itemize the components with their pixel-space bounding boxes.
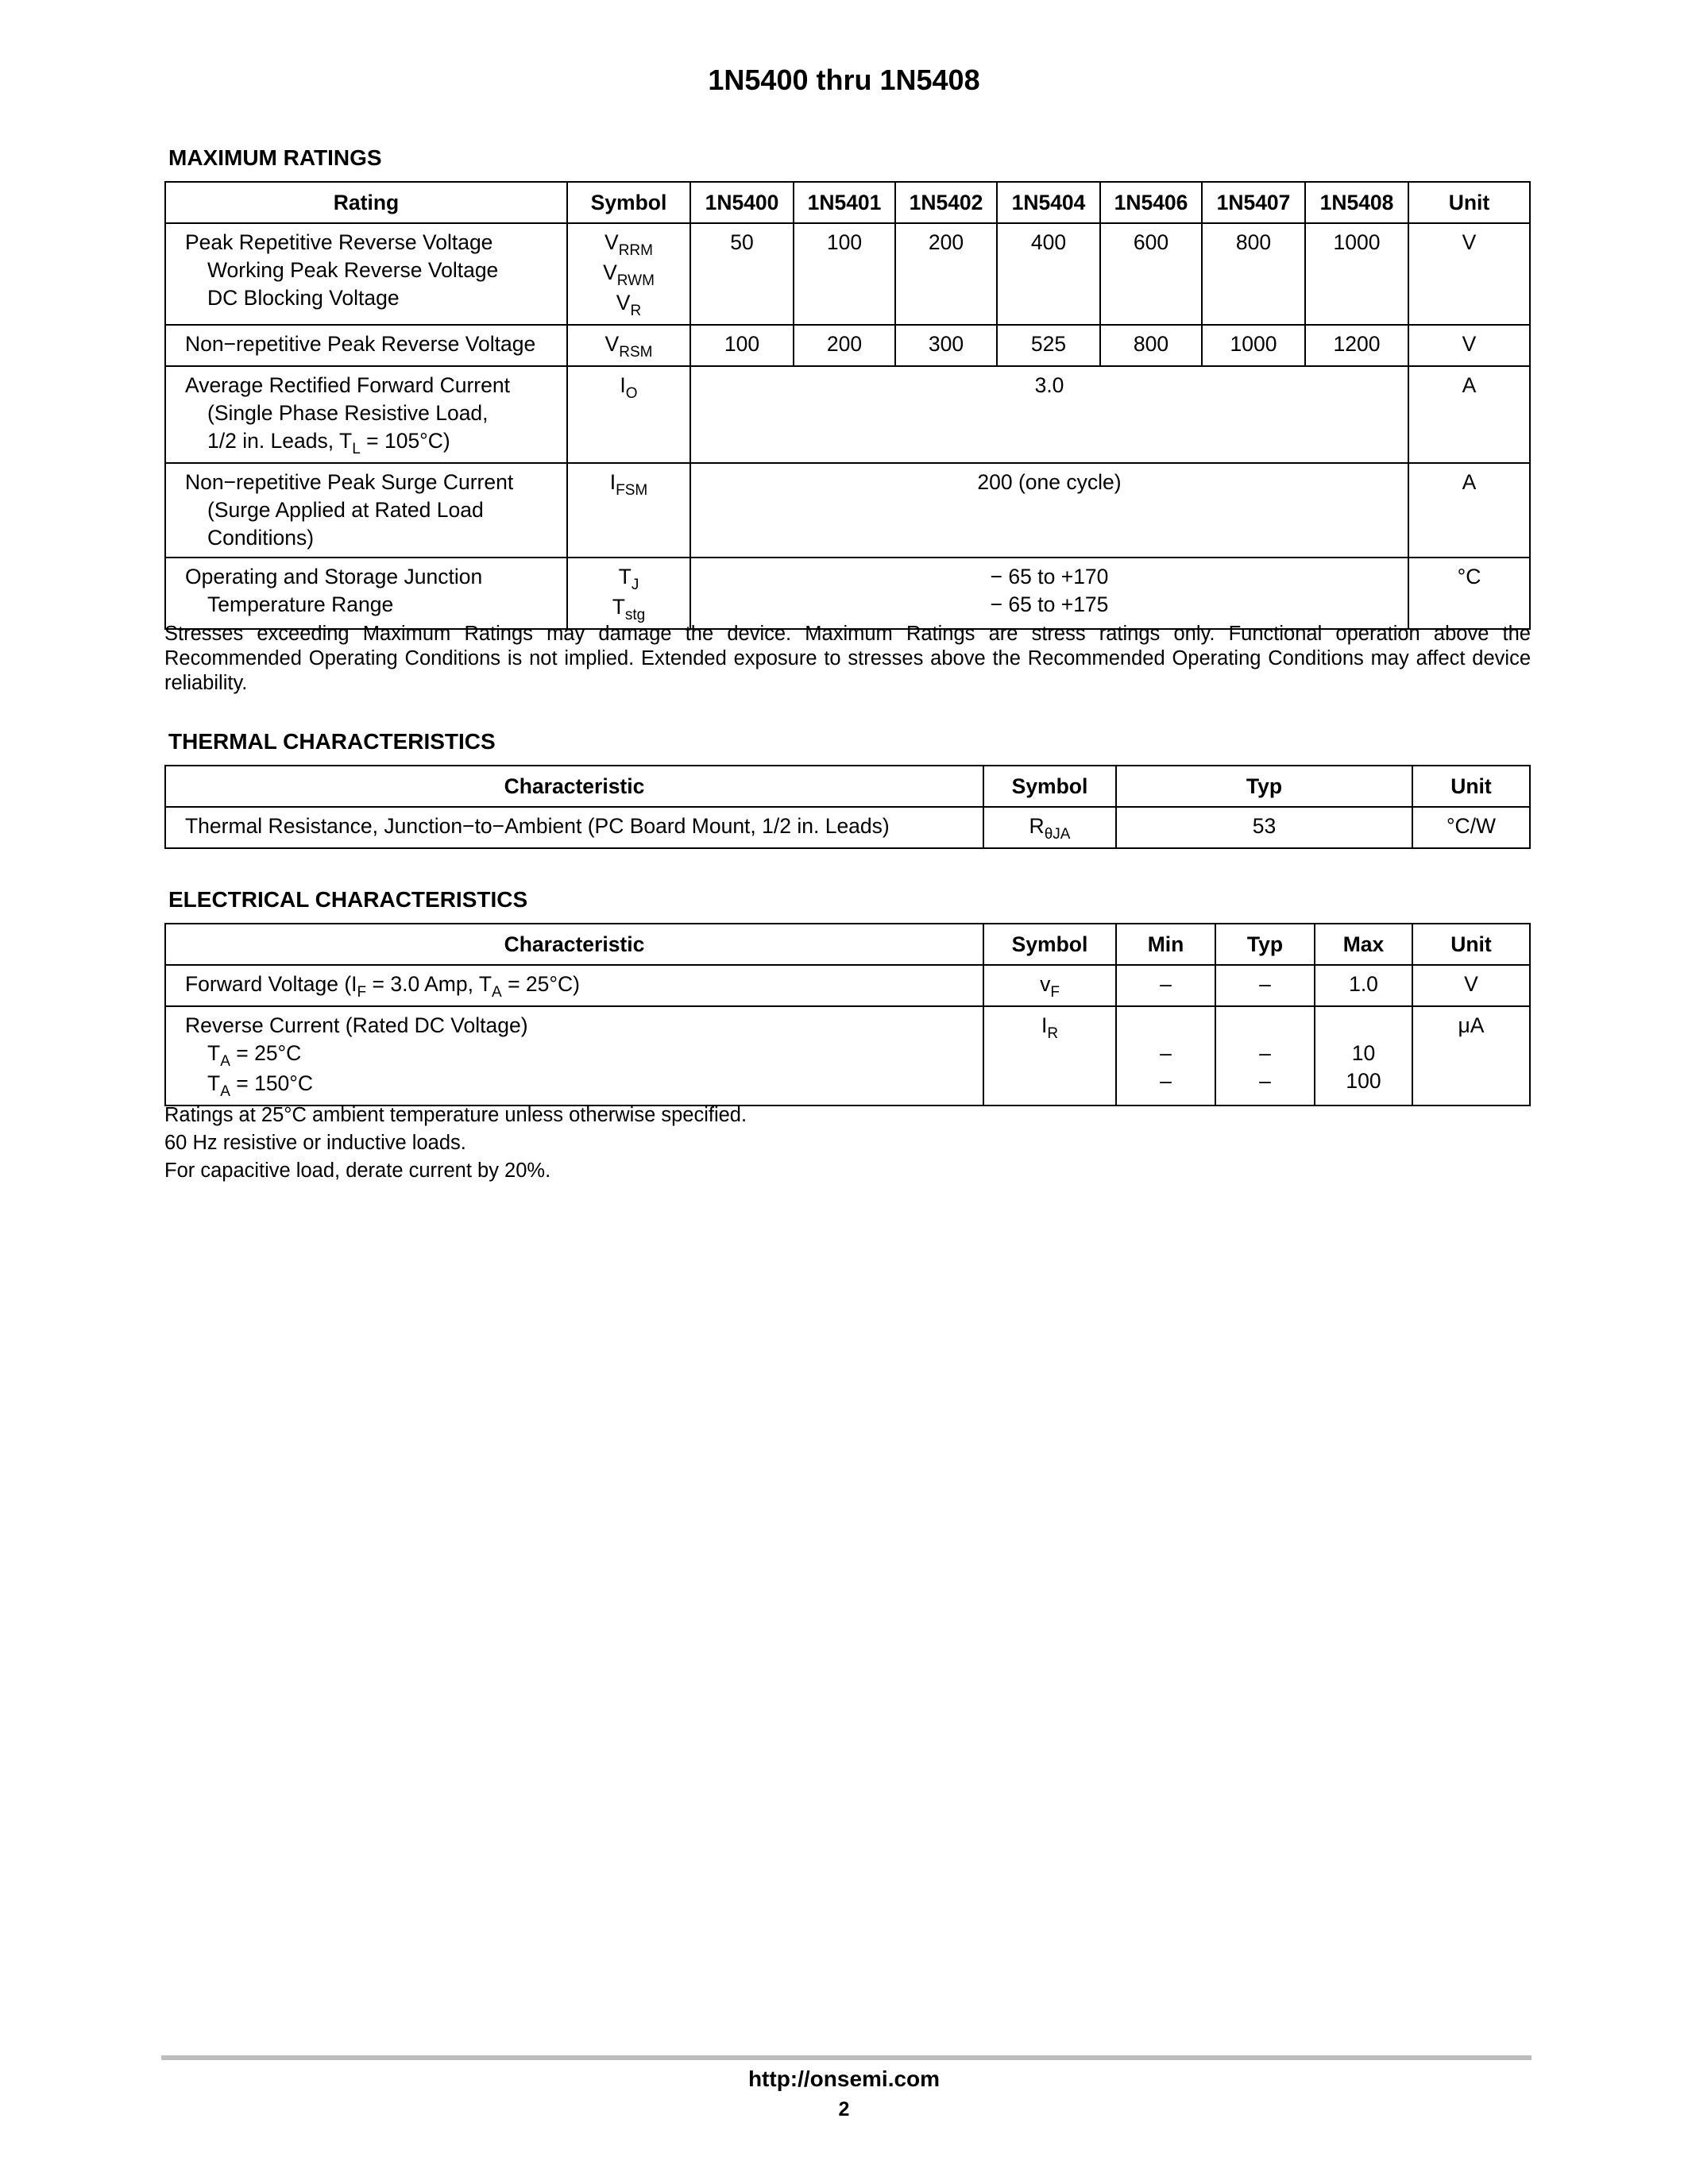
header-symbol: Symbol (567, 182, 690, 223)
symbol-base: T (618, 565, 632, 588)
header-unit: Unit (1412, 766, 1530, 807)
header-1n5401: 1N5401 (794, 182, 895, 223)
value-cell: 3.0 (690, 366, 1408, 463)
symbol-cell (983, 965, 1116, 1006)
value-cell: 50 (690, 223, 794, 325)
rating-line: Temperature Range (207, 592, 394, 616)
value-line: − 65 to +170 (990, 565, 1109, 588)
thermal-table (164, 765, 1531, 849)
symbol-base: R (1029, 814, 1045, 838)
table-row (165, 325, 1530, 366)
characteristic-cell (165, 1006, 983, 1106)
symbol-subscript: FSM (616, 482, 648, 499)
notes-block (164, 1102, 1531, 1185)
symbol-base: V (603, 260, 617, 284)
rating-cell (165, 463, 567, 558)
max-cell: 1.0 (1315, 965, 1412, 1006)
rating-line: Non−repetitive Peak Surge Current (185, 470, 514, 494)
rating-line: (Surge Applied at Rated Load (207, 498, 484, 522)
symbol-cell (567, 366, 690, 463)
max-value: 10 (1351, 1041, 1376, 1065)
electrical-header-row (165, 924, 1530, 965)
symbol-subscript: RWM (616, 272, 655, 289)
header-1n5402: 1N5402 (895, 182, 997, 223)
symbol-base: V (605, 332, 620, 356)
value-cell: 1000 (1305, 223, 1408, 325)
value-cell: 400 (997, 223, 1100, 325)
value-line: − 65 to +175 (990, 592, 1109, 616)
rating-line: Operating and Storage Junction (185, 565, 483, 588)
symbol-cell (983, 807, 1116, 848)
rating-line: DC Blocking Voltage (207, 286, 400, 310)
typ-value: – (1259, 1041, 1271, 1065)
thermal-title: THERMAL CHARACTERISTICS (168, 729, 496, 754)
header-1n5408: 1N5408 (1305, 182, 1408, 223)
symbol-subscript: F (1050, 984, 1060, 1001)
char-text: = 25°C) (501, 972, 580, 996)
symbol-subscript: RRM (618, 242, 653, 259)
symbol-subscript: R (630, 303, 642, 319)
rating-cell: Non−repetitive Peak Reverse Voltage (165, 325, 567, 366)
symbol-base: I (609, 470, 616, 494)
min-cell: – (1116, 965, 1215, 1006)
header-unit: Unit (1408, 182, 1530, 223)
symbol-base: I (620, 373, 626, 397)
footer-divider (161, 2055, 1532, 2060)
value-cell: 600 (1100, 223, 1202, 325)
char-text: T (207, 1071, 221, 1095)
rating-line: Working Peak Reverse Voltage (207, 258, 499, 282)
note-line: Ratings at 25°C ambient temperature unless otherwise specified. (164, 1104, 747, 1126)
char-line: Reverse Current (Rated DC Voltage) (185, 1013, 528, 1037)
min-value: – (1160, 1041, 1172, 1065)
symbol-base: V (616, 291, 631, 314)
unit-cell: °C (1408, 558, 1530, 629)
table-row (165, 1006, 1530, 1106)
char-text: = 150°C (230, 1071, 314, 1095)
char-line (185, 1040, 983, 1070)
header-rating: Rating (165, 182, 567, 223)
max-value: 100 (1346, 1069, 1381, 1093)
header-characteristic: Characteristic (165, 924, 983, 965)
value-cell: 1200 (1305, 325, 1408, 366)
symbol-subscript: J (631, 577, 639, 593)
header-1n5407: 1N5407 (1202, 182, 1305, 223)
char-subscript: F (357, 984, 367, 1001)
char-text: T (207, 1041, 221, 1065)
header-1n5406: 1N5406 (1100, 182, 1202, 223)
table-row (165, 366, 1530, 463)
value-cell: 100 (794, 223, 895, 325)
symbol-cell (983, 1006, 1116, 1106)
value-cell: 100 (690, 325, 794, 366)
max-ratings-table (164, 181, 1531, 630)
max-ratings-title: MAXIMUM RATINGS (168, 145, 382, 170)
header-symbol: Symbol (983, 924, 1116, 965)
footer-url[interactable]: http://onsemi.com (747, 2066, 941, 2091)
rating-line: (Single Phase Resistive Load, (207, 401, 489, 425)
rating-text: = 105°C) (360, 429, 450, 453)
page-title: 1N5400 thru 1N5408 (708, 64, 980, 96)
char-text: = 3.0 Amp, T (366, 972, 492, 996)
typ-cell: – (1215, 965, 1315, 1006)
value-cell: 200 (895, 223, 997, 325)
rating-subscript: L (352, 441, 361, 457)
unit-cell: μA (1412, 1006, 1530, 1106)
rating-cell (165, 366, 567, 463)
char-line (185, 1070, 983, 1100)
max-ratings-note: Stresses exceeding Maximum Ratings may damage the device. Maximum Ratings are stress ratings only. Functional operation above the Recommended Operating Conditions is not implied. Extended exposure to stresses above the Recommended Operating Conditions may affect device reliability. (164, 623, 1531, 694)
rating-line (185, 427, 566, 457)
symbol-subscript: stg (624, 607, 646, 623)
symbol-base: v (1040, 972, 1051, 996)
header-min: Min (1116, 924, 1215, 965)
electrical-table (164, 923, 1531, 1106)
rating-cell (165, 558, 567, 629)
table-row (165, 558, 1530, 629)
symbol-cell (567, 325, 690, 366)
header-max: Max (1315, 924, 1412, 965)
page-number: 2 (838, 2098, 850, 2120)
symbol-subscript: θJA (1044, 826, 1071, 843)
typ-value: – (1259, 1069, 1271, 1093)
unit-cell: °C/W (1412, 807, 1530, 848)
char-subscript: A (492, 984, 502, 1001)
max-ratings-header-row (165, 182, 1530, 223)
unit-cell: A (1408, 463, 1530, 558)
header-1n5404: 1N5404 (997, 182, 1100, 223)
unit-cell: V (1408, 325, 1530, 366)
symbol-subscript: O (625, 385, 638, 402)
symbol-cell (567, 558, 690, 629)
note-line: 60 Hz resistive or inductive loads. (164, 1132, 466, 1154)
value-cell: 525 (997, 325, 1100, 366)
symbol-cell (567, 223, 690, 325)
char-subscript: A (220, 1083, 230, 1100)
value-cell: 1000 (1202, 325, 1305, 366)
table-row (165, 807, 1530, 848)
rating-line: Conditions) (207, 526, 315, 550)
symbol-base: V (605, 230, 619, 254)
header-symbol: Symbol (983, 766, 1116, 807)
min-value: – (1160, 1069, 1172, 1093)
rating-cell (165, 223, 567, 325)
symbol-subscript: R (1047, 1025, 1059, 1042)
header-typ: Typ (1116, 766, 1412, 807)
value-cell: 300 (895, 325, 997, 366)
value-cell: 200 (one cycle) (690, 463, 1408, 558)
unit-cell: A (1408, 366, 1530, 463)
characteristic-cell: Thermal Resistance, Junction−to−Ambient (PC Board Mount, 1/2 in. Leads) (165, 807, 983, 848)
header-1n5400: 1N5400 (690, 182, 794, 223)
header-characteristic: Characteristic (165, 766, 983, 807)
header-typ: Typ (1215, 924, 1315, 965)
rating-text: 1/2 in. Leads, T (207, 429, 353, 453)
unit-cell: V (1412, 965, 1530, 1006)
value-cell: 200 (794, 325, 895, 366)
electrical-title: ELECTRICAL CHARACTERISTICS (168, 887, 528, 912)
symbol-base: I (1041, 1013, 1048, 1037)
header-unit: Unit (1412, 924, 1530, 965)
value-cell: 800 (1202, 223, 1305, 325)
table-row (165, 223, 1530, 325)
note-line: For capacitive load, derate current by 20%. (164, 1160, 551, 1182)
unit-cell: V (1408, 223, 1530, 325)
typ-cell (1215, 1006, 1315, 1106)
value-cell: 800 (1100, 325, 1202, 366)
rating-line: Average Rectified Forward Current (185, 373, 510, 397)
max-cell (1315, 1006, 1412, 1106)
char-text: Forward Voltage (I (185, 972, 357, 996)
char-text: = 25°C (230, 1041, 302, 1065)
rating-line: Peak Repetitive Reverse Voltage (185, 230, 493, 254)
symbol-subscript: RSM (619, 344, 653, 361)
symbol-base: T (612, 595, 625, 619)
table-row (165, 965, 1530, 1006)
typ-cell: 53 (1116, 807, 1412, 848)
characteristic-cell (165, 965, 983, 1006)
thermal-header-row (165, 766, 1530, 807)
symbol-cell (567, 463, 690, 558)
char-subscript: A (220, 1053, 230, 1070)
table-row (165, 463, 1530, 558)
min-cell (1116, 1006, 1215, 1106)
value-cell (690, 558, 1408, 629)
